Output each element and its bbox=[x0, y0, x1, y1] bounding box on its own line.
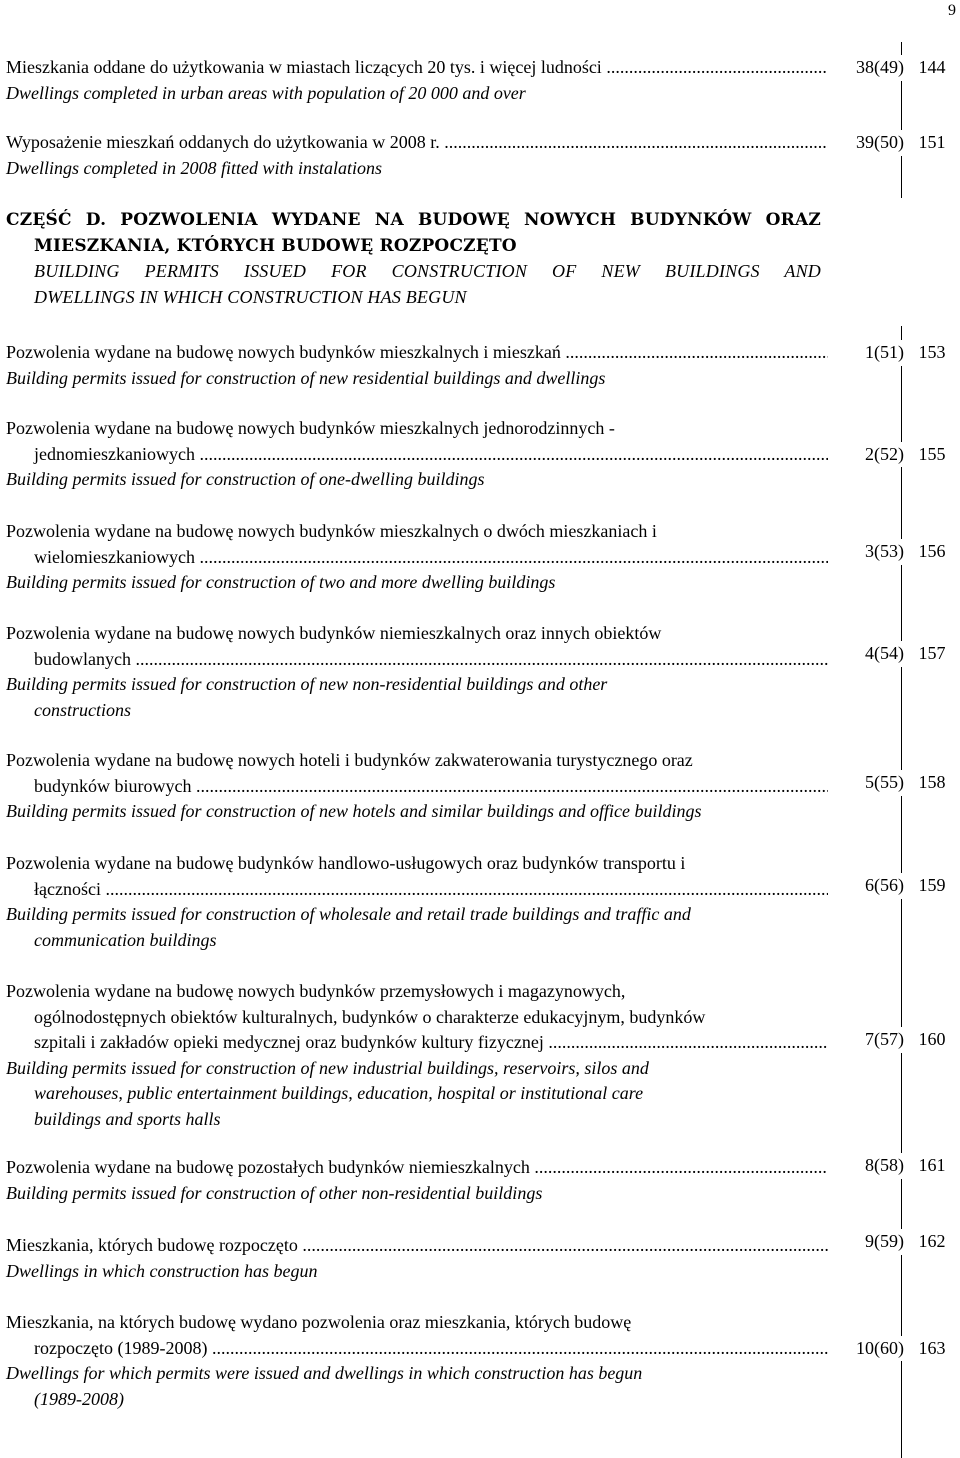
page-reference: 151 bbox=[918, 132, 946, 152]
table-reference: 5(55) bbox=[828, 770, 904, 796]
entry-title-en: Dwellings completed in urban areas with population of 20 000 and over bbox=[6, 82, 526, 103]
page-reference: 155 bbox=[918, 443, 946, 464]
entry-title-en-cont: (1989-2008) bbox=[34, 1388, 124, 1409]
entry-title-pl-cont: łączności ..... bbox=[6, 877, 832, 903]
section-heading bbox=[6, 208, 821, 310]
entry-title-en: Building permits issued for construction of new non-residential buildings and other bbox=[6, 674, 608, 694]
toc-entry[interactable] bbox=[6, 621, 956, 723]
table-reference: 2(52) bbox=[828, 442, 904, 468]
page-reference: 144 bbox=[918, 57, 946, 77]
entry-title-pl-cont: budowlanych ..... bbox=[6, 647, 832, 673]
toc-entry[interactable] bbox=[6, 130, 956, 181]
entry-title-en: Building permits issued for construction of wholesale and retail trade buildings and traffic and bbox=[6, 904, 691, 924]
entry-title-en: Dwellings in which construction has begun bbox=[6, 1260, 318, 1281]
entry-title-pl: Mieszkania oddane do użytkowania w miastach liczących 20 tys. i więcej ludności ..... bbox=[6, 55, 832, 81]
table-reference: 10(60) bbox=[828, 1336, 904, 1362]
entry-title-pl-cont: ogólnodostępnych obiektów kulturalnych, budynków o charakterze edukacyjnym, budynków bbox=[34, 1006, 706, 1027]
toc-entry[interactable] bbox=[6, 519, 956, 596]
toc-entry[interactable] bbox=[6, 748, 956, 825]
page-reference: 160 bbox=[918, 1029, 946, 1049]
entry-title-pl: Mieszkania, na których budowę wydano pozwolenia oraz mieszkania, których budowę bbox=[6, 1312, 632, 1332]
entry-title-en-cont: buildings and sports halls bbox=[34, 1108, 221, 1129]
section-title-en-line2: DWELLINGS IN WHICH CONSTRUCTION HAS BEGUN bbox=[34, 286, 467, 307]
page-reference: 153 bbox=[918, 342, 946, 362]
section-title-pl-line1: CZĘŚĆ D. POZWOLENIA WYDANE NA BUDOWĘ NOWYCH BUDYNKÓW ORAZ bbox=[6, 210, 821, 230]
entry-title-pl-cont: budynków biurowych ..... bbox=[6, 774, 832, 800]
entry-title-pl: Pozwolenia wydane na budowę nowych budynków mieszkalnych jednorodzinnych - bbox=[6, 418, 615, 438]
entry-title-pl-cont: rozpoczęto (1989-2008) ..... bbox=[6, 1336, 832, 1362]
table-reference: 9(59) bbox=[828, 1229, 904, 1255]
entry-title-pl: Pozwolenia wydane na budowę nowych budynków mieszkalnych i mieszkań ..... bbox=[6, 340, 832, 366]
section-title-en-line1: BUILDING PERMITS ISSUED FOR CONSTRUCTION OF NEW BUILDINGS AND bbox=[34, 261, 821, 281]
entry-title-en: Building permits issued for construction of new industrial buildings, reservoirs, silos and bbox=[6, 1057, 649, 1078]
page-number: 9 bbox=[948, 2, 956, 19]
page-reference: 156 bbox=[918, 541, 946, 561]
section-title-pl-line2: MIESZKANIA, KTÓRYCH BUDOWĘ ROZPOCZĘTO bbox=[34, 235, 517, 256]
page-reference: 163 bbox=[918, 1337, 946, 1358]
entry-title-pl-cont: jednomieszkaniowych ..... bbox=[6, 442, 832, 468]
entry-title-pl: Pozwolenia wydane na budowę nowych budynków przemysłowych i magazynowych, bbox=[6, 981, 626, 1001]
entry-title-pl: Pozwolenia wydane na budowę nowych budynków mieszkalnych o dwóch mieszkaniach i bbox=[6, 521, 657, 541]
page-reference: 157 bbox=[918, 643, 946, 663]
page-reference: 161 bbox=[918, 1155, 946, 1175]
toc-entry[interactable] bbox=[6, 416, 956, 493]
page-reference: 162 bbox=[918, 1231, 946, 1251]
entry-title-en: Building permits issued for construction of two and more dwelling buildings bbox=[6, 572, 556, 592]
entry-title-en-cont: constructions bbox=[34, 699, 131, 720]
entry-title-pl-cont: szpitali i zakładów opieki medycznej oraz budynków kultury fizycznej ..... bbox=[6, 1030, 832, 1056]
entry-title-en: Building permits issued for construction of one-dwelling buildings bbox=[6, 469, 485, 489]
toc-entry[interactable] bbox=[6, 851, 956, 953]
table-reference: 4(54) bbox=[828, 641, 904, 667]
entry-title-en: Building permits issued for construction of new residential buildings and dwellings bbox=[6, 367, 606, 388]
table-reference: 7(57) bbox=[828, 1027, 904, 1053]
entry-title-pl: Pozwolenia wydane na budowę nowych budynków niemieszkalnych oraz innych obiektów bbox=[6, 623, 662, 643]
entry-title-pl: Mieszkania, których budowę rozpoczęto ..... bbox=[6, 1233, 832, 1259]
entry-title-en-cont: warehouses, public entertainment buildings, education, hospital or institutional care bbox=[34, 1083, 644, 1103]
entry-title-en: Dwellings for which permits were issued and dwellings in which construction has begun bbox=[6, 1363, 643, 1383]
toc-entry[interactable] bbox=[6, 340, 956, 391]
entry-title-pl: Pozwolenia wydane na budowę budynków handlowo-usługowych oraz budynków transportu i bbox=[6, 853, 686, 873]
entry-title-en: Building permits issued for construction of new hotels and similar buildings and office buildings bbox=[6, 801, 702, 821]
toc-entry[interactable] bbox=[6, 1310, 956, 1412]
table-reference: 1(51) bbox=[828, 340, 904, 366]
entry-title-en: Building permits issued for construction of other non-residential buildings bbox=[6, 1182, 543, 1203]
entry-title-pl-cont: wielomieszkaniowych ..... bbox=[6, 545, 832, 571]
entry-title-en: Dwellings completed in 2008 fitted with instalations bbox=[6, 157, 382, 178]
toc-entry[interactable] bbox=[6, 979, 956, 1132]
table-reference: 3(53) bbox=[828, 539, 904, 565]
entry-title-en-cont: communication buildings bbox=[34, 929, 217, 950]
page-reference: 159 bbox=[918, 875, 946, 895]
entry-title-pl: Pozwolenia wydane na budowę pozostałych budynków niemieszkalnych ..... bbox=[6, 1155, 832, 1181]
toc-entry[interactable] bbox=[6, 55, 956, 106]
entry-title-pl: Pozwolenia wydane na budowę nowych hoteli i budynków zakwaterowania turystycznego oraz bbox=[6, 750, 693, 770]
table-reference: 39(50) bbox=[828, 130, 904, 156]
toc-entry[interactable] bbox=[6, 1155, 956, 1206]
table-reference: 6(56) bbox=[828, 873, 904, 899]
table-reference: 8(58) bbox=[828, 1153, 904, 1179]
page-reference: 158 bbox=[918, 772, 946, 792]
entry-title-pl: Wyposażenie mieszkań oddanych do użytkowania w 2008 r. ..... bbox=[6, 130, 832, 156]
table-reference: 38(49) bbox=[828, 55, 904, 81]
toc-entry[interactable] bbox=[6, 1233, 956, 1284]
